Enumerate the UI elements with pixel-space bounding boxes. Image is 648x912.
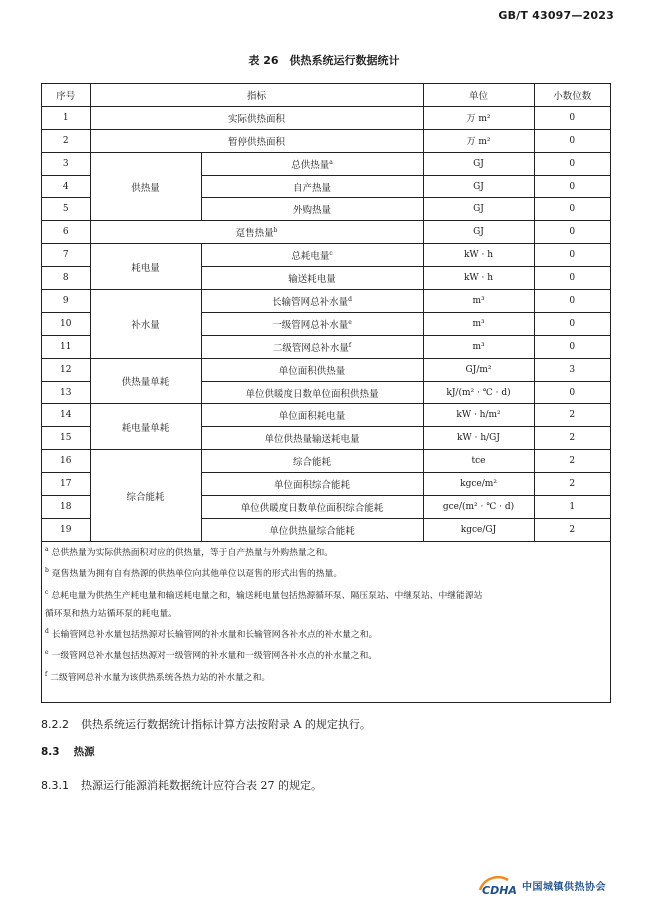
table-title: 表 26 供热系统运行数据统计 [248, 54, 400, 67]
table-body [42, 106, 610, 541]
standard-number: GB/T 43097—2023 [498, 9, 614, 22]
logo-text: 中国城镇供热协会 [522, 881, 606, 893]
decimals-cell: 0 [534, 312, 610, 335]
clause-text: 供热系统运行数据统计指标计算方法按附录 A 的规定执行。 [81, 718, 371, 731]
indicator-text: 总耗电量 [291, 251, 330, 263]
row-number: 11 [42, 335, 90, 358]
indicator-name [201, 175, 423, 198]
decimals-cell: 0 [534, 106, 610, 129]
table-row [42, 404, 610, 427]
indicator-text: 外购热量 [293, 205, 332, 217]
indicator-group: 耗电量单耗 [90, 404, 201, 450]
indicator-text: 二级管网总补水量 [272, 342, 349, 354]
row-number: 4 [42, 175, 90, 198]
indicator-text: 单位供暖度日数单位面积供热量 [245, 388, 379, 400]
table-row [42, 244, 610, 267]
row-number: 3 [42, 152, 90, 175]
indicator-name [201, 450, 423, 473]
table-row [42, 129, 610, 152]
indicator-name [201, 518, 423, 541]
indicator-text: 实际供热面积 [228, 113, 286, 125]
decimals-cell: 2 [534, 450, 610, 473]
decimals-cell: 0 [534, 198, 610, 221]
heading-text: 热源 [73, 746, 95, 758]
table-note [45, 666, 565, 687]
unit-cell: kgce/m² [423, 473, 534, 496]
indicator-text: 长输管网总补水量 [272, 296, 349, 308]
note-text: 一级管网总补水量包括热源对一级管网的补水量和一级管网各补水点的补水量之和。 [51, 651, 378, 662]
heading-8-3 [41, 744, 95, 759]
indicator-text: 一级管网总补水量 [272, 319, 349, 331]
unit-cell: GJ [423, 198, 534, 221]
cdha-logo-mark [474, 872, 520, 898]
row-number: 19 [42, 518, 90, 541]
col-header-unit: 单位 [423, 84, 534, 106]
unit-cell: m³ [423, 290, 534, 313]
note-mark: a [45, 546, 49, 553]
clause-number: 8.3.1 [41, 779, 69, 792]
note-text: 长输管网总补水量包括热源对长输管网的补水量和长输管网各补水点的补水量之和。 [51, 630, 378, 641]
clause-text: 热源运行能源消耗数据统计应符合表 27 的规定。 [81, 779, 322, 792]
indicator-text: 综合能耗 [293, 457, 332, 469]
indicator-text: 暂停供热面积 [228, 136, 286, 148]
statistics-table [42, 84, 610, 542]
decimals-cell: 2 [534, 518, 610, 541]
indicator-text: 单位供热量输送耗电量 [264, 434, 360, 446]
decimals-cell: 0 [534, 381, 610, 404]
col-header-no: 序号 [42, 84, 90, 106]
indicator-name [90, 106, 423, 129]
unit-cell: GJ/m² [423, 358, 534, 381]
indicator-text: 单位供热量综合能耗 [269, 525, 355, 537]
table-row [42, 450, 610, 473]
note-mark: b [273, 227, 278, 235]
indicator-name [201, 312, 423, 335]
table-row [42, 152, 610, 175]
indicator-group: 补水量 [90, 290, 201, 359]
clause-number: 8.2.2 [41, 718, 69, 731]
table-note [45, 623, 565, 644]
table-header-row [42, 84, 610, 106]
table-notes [45, 541, 565, 687]
table-note [45, 644, 565, 665]
table-row [42, 358, 610, 381]
row-number: 8 [42, 267, 90, 290]
indicator-text: 单位面积供热量 [278, 365, 346, 377]
note-text: 总供热量为实际供热面积对应的供热量，等于自产热量与外购热量之和。 [51, 548, 334, 558]
indicator-name [201, 473, 423, 496]
unit-cell: kW · h/GJ [423, 427, 534, 450]
indicator-name [201, 290, 423, 313]
table-row [42, 106, 610, 129]
decimals-cell: 0 [534, 152, 610, 175]
decimals-cell: 3 [534, 358, 610, 381]
unit-cell: kgce/GJ [423, 518, 534, 541]
indicator-name [201, 381, 423, 404]
note-mark: f [348, 341, 352, 349]
indicator-group: 供热量单耗 [90, 358, 201, 404]
decimals-cell: 0 [534, 335, 610, 358]
decimals-cell: 0 [534, 244, 610, 267]
indicator-name [90, 129, 423, 152]
unit-cell: m³ [423, 335, 534, 358]
indicator-name [201, 427, 423, 450]
logo-mark-text: CDHA [482, 884, 517, 897]
decimals-cell: 2 [534, 473, 610, 496]
indicator-name [201, 404, 423, 427]
indicator-name [90, 221, 423, 244]
note-mark: e [45, 649, 49, 657]
row-number: 2 [42, 129, 90, 152]
col-header-decimals: 小数位数 [534, 84, 610, 106]
unit-cell: gce/(m² · ℃ · d) [423, 496, 534, 519]
indicator-name [201, 335, 423, 358]
indicator-text: 单位供暖度日数单位面积综合能耗 [240, 502, 384, 514]
unit-cell: kW · h/m² [423, 404, 534, 427]
row-number: 17 [42, 473, 90, 496]
decimals-cell: 0 [534, 221, 610, 244]
table-frame [41, 83, 611, 703]
note-text: 二级管网总补水量为该供热系统各热力站的补水量之和。 [50, 672, 271, 683]
row-number: 16 [42, 450, 90, 473]
indicator-text: 单位面积综合能耗 [274, 480, 351, 492]
indicator-text: 趸售热量 [235, 228, 274, 240]
unit-cell: kW · h [423, 244, 534, 267]
indicator-text: 自产热量 [293, 182, 332, 194]
note-mark: d [45, 628, 49, 636]
row-number: 10 [42, 312, 90, 335]
indicator-name [201, 244, 423, 267]
decimals-cell: 0 [534, 267, 610, 290]
row-number: 14 [42, 404, 90, 427]
col-header-indicator: 指标 [90, 84, 423, 106]
indicator-text: 单位面积耗电量 [278, 411, 346, 423]
row-number: 9 [42, 290, 90, 313]
unit-cell: GJ [423, 152, 534, 175]
indicator-group: 供热量 [90, 152, 201, 221]
unit-cell: tce [423, 450, 534, 473]
indicator-group: 综合能耗 [90, 450, 201, 542]
unit-cell: GJ [423, 221, 534, 244]
row-number: 1 [42, 106, 90, 129]
table-note [45, 584, 565, 605]
table-row [42, 290, 610, 313]
note-mark: d [348, 295, 352, 303]
indicator-name [201, 267, 423, 290]
table-note [45, 562, 565, 583]
unit-cell: GJ [423, 175, 534, 198]
heading-number: 8.3 [41, 746, 60, 758]
note-mark: b [45, 567, 49, 575]
table-note [45, 541, 565, 562]
unit-cell: m³ [423, 312, 534, 335]
note-text: 趸售热量为拥有自有热源的供热单位向其他单位以趸售的形式出售的热量。 [51, 569, 343, 580]
note-text: 循环泵和热力站循环泵的耗电量。 [45, 608, 177, 619]
row-number: 6 [42, 221, 90, 244]
note-mark: c [45, 588, 49, 596]
decimals-cell: 0 [534, 129, 610, 152]
table-note [45, 605, 565, 623]
indicator-group: 耗电量 [90, 244, 201, 290]
indicator-name [201, 198, 423, 221]
note-mark: e [348, 318, 352, 326]
note-mark: c [329, 250, 333, 258]
paragraph-8-3-1 [41, 777, 322, 793]
row-number: 15 [42, 427, 90, 450]
unit-cell: 万 m² [423, 129, 534, 152]
unit-cell: kJ/(m² · ℃ · d) [423, 381, 534, 404]
unit-cell: 万 m² [423, 106, 534, 129]
decimals-cell: 0 [534, 175, 610, 198]
row-number: 12 [42, 358, 90, 381]
indicator-name [201, 496, 423, 519]
note-mark: f [45, 670, 48, 678]
note-text: 总耗电量为供热生产耗电量和输送耗电量之和，输送耗电量包括热源循环泵、隔压泵站、中继泵站、中继能源站 [51, 590, 483, 601]
decimals-cell: 2 [534, 404, 610, 427]
association-logo [474, 872, 606, 898]
note-mark: a [329, 158, 333, 166]
indicator-name [201, 358, 423, 381]
table-row [42, 221, 610, 244]
indicator-text: 总供热量 [291, 159, 330, 171]
row-number: 7 [42, 244, 90, 267]
row-number: 5 [42, 198, 90, 221]
decimals-cell: 2 [534, 427, 610, 450]
indicator-text: 输送耗电量 [288, 274, 336, 286]
indicator-name [201, 152, 423, 175]
row-number: 18 [42, 496, 90, 519]
paragraph-8-2-2 [41, 716, 371, 732]
unit-cell: kW · h [423, 267, 534, 290]
decimals-cell: 1 [534, 496, 610, 519]
decimals-cell: 0 [534, 290, 610, 313]
row-number: 13 [42, 381, 90, 404]
